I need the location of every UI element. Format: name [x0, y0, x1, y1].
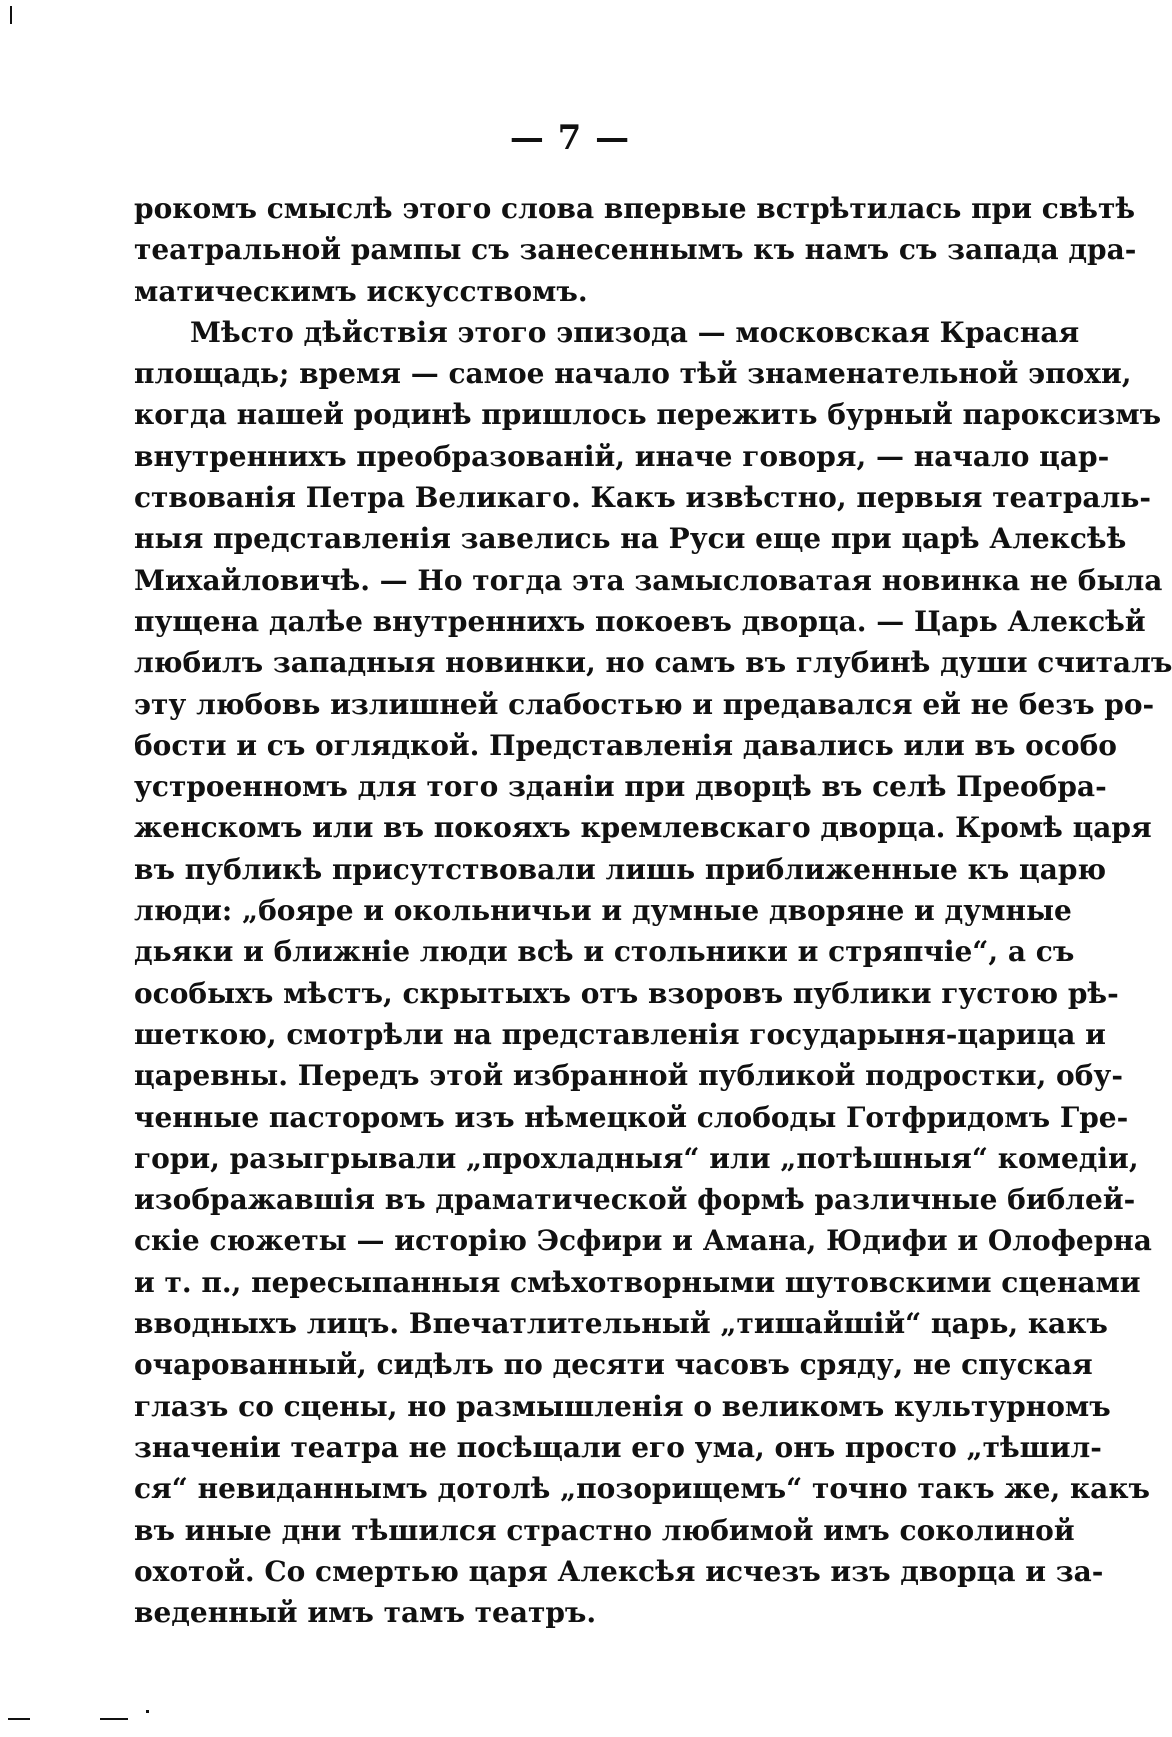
- scan-mark-bottom-dash: [100, 1718, 128, 1720]
- text-line: охотой. Со смертью царя Алексѣя исчезъ изъ дворца и за-: [134, 1554, 1104, 1588]
- text-line: пущена далѣе внутреннихъ покоевъ дворца. — Царь Алексѣй: [134, 604, 1146, 638]
- text-line: ся“ невиданнымъ дотолѣ „позорищемъ“ точно такъ же, какъ: [134, 1472, 1151, 1506]
- text-line: глазъ со сцены, но размышленія о великомъ культурномъ: [134, 1389, 1111, 1423]
- text-line: эту любовь излишней слабостью и предавался ей не безъ ро-: [134, 687, 1155, 721]
- text-line: театральной рампы съ занесеннымъ къ намъ съ запада дра-: [134, 233, 1137, 267]
- text-line: матическимъ искусствомъ.: [134, 274, 588, 308]
- text-line: дьяки и ближніе люди всѣ и стольники и стряпчіе“, а съ: [134, 935, 1075, 969]
- text-line: площадь; время — самое начало тѣй знаменательной эпохи,: [134, 357, 1132, 391]
- scan-mark-bottom-dot: [146, 1710, 149, 1713]
- text-line: царевны. Передъ этой избранной публикой подростки, обу-: [134, 1059, 1123, 1093]
- text-line: въ публикѣ присутствовали лишь приближенные къ царю: [134, 852, 1107, 886]
- page-number: — 7 —: [509, 118, 631, 158]
- scan-mark-top-left: [10, 6, 12, 24]
- text-line: и т. п., пересыпанныя смѣхотворными шутовскими сценами: [134, 1265, 1141, 1299]
- text-line: ствованія Петра Великаго. Какъ извѣстно, первыя театраль-: [134, 481, 1151, 515]
- text-line: рокомъ смыслѣ этого слова впервые встрѣтилась при свѣтѣ: [134, 192, 1135, 225]
- body-text: [134, 188, 1172, 1633]
- text-line: бости и съ оглядкой. Представленія давались или въ особо: [134, 728, 1117, 762]
- text-line: шеткою, смотрѣли на представленія государыня-царица и: [134, 1017, 1106, 1051]
- text-line: внутреннихъ преобразованій, иначе говоря, — начало цар-: [134, 439, 1110, 473]
- text-line: скіе сюжеты — исторію Эсфири и Амана, Юдифи и Олоферна: [134, 1224, 1152, 1258]
- text-line: вводныхъ лицъ. Впечатлительный „тишайшій“ царь, какъ: [134, 1307, 1108, 1341]
- text-line: устроенномъ для того зданіи при дворцѣ въ селѣ Преобра-: [134, 770, 1107, 804]
- text-line: изображавшія въ драматической формѣ различные библей-: [134, 1183, 1136, 1217]
- text-line: ченные пасторомъ изъ нѣмецкой слободы Готфридомъ Гре-: [134, 1100, 1129, 1134]
- text-line: особыхъ мѣстъ, скрытыхъ отъ взоровъ публики густою рѣ-: [134, 976, 1119, 1010]
- text-line: въ иные дни тѣшился страстно любимой имъ соколиной: [134, 1513, 1075, 1547]
- text-line: гори, разыгрывали „прохладныя“ или „потѣшныя“ комедіи,: [134, 1141, 1139, 1175]
- text-line: когда нашей родинѣ пришлось пережить бурный пароксизмъ: [134, 398, 1162, 432]
- text-line: значеніи театра не посѣщали его ума, онъ просто „тѣшил-: [134, 1430, 1102, 1464]
- text-line: люди: „бояре и окольничьи и думные дворяне и думные: [134, 894, 1072, 928]
- text-line: Михайловичѣ. — Но тогда эта замысловатая новинка не была: [134, 563, 1163, 597]
- text-line: ныя представленія завелись на Руси еще при царѣ Алексѣѣ: [134, 522, 1127, 556]
- scan-mark-bottom-left: [8, 1718, 30, 1720]
- text-line: Мѣсто дѣйствія этого эпизода — московская Красная: [190, 315, 1080, 349]
- text-line: любилъ западныя новинки, но самъ въ глубинѣ души считалъ: [134, 646, 1172, 680]
- text-line: очарованный, сидѣлъ по десяти часовъ сряду, не спуская: [134, 1348, 1093, 1382]
- text-line: женскомъ или въ покояхъ кремлевскаго дворца. Кромѣ царя: [134, 811, 1152, 845]
- text-line: веденный имъ тамъ театръ.: [134, 1596, 597, 1630]
